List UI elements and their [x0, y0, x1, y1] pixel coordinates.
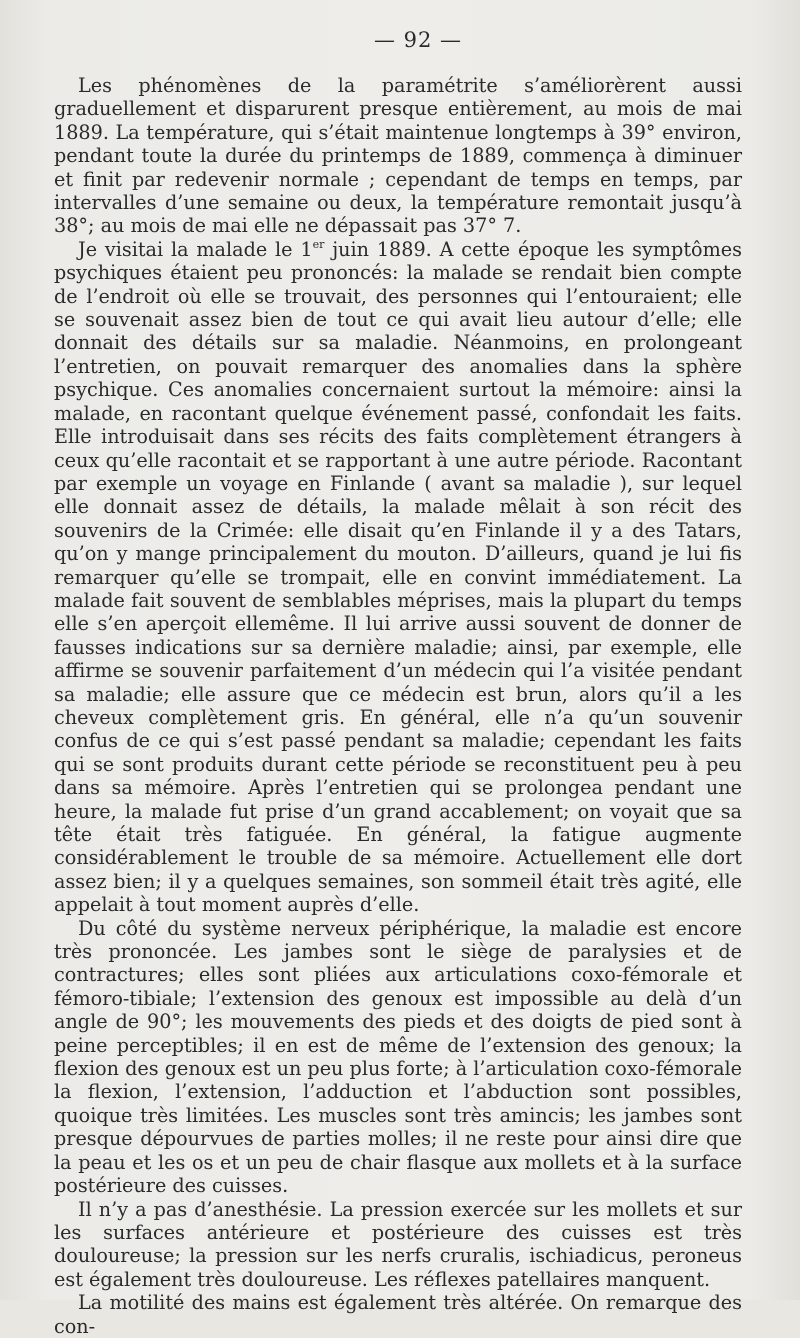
- paragraph-2: [54, 238, 742, 917]
- paragraph-2-rest: juin 1889. A cette époque les symptômes psychiques étaient peu prononcés: la malade se rendait bien compte de l’endroit où elle se trouvait, des personnes qui l’entouraient; elle se souvenait assez bien de tout ce qui avait lieu autour d’elle; elle donnait des détails sur sa maladie. Néanmoins, en prolongeant l’entretien, on pouvait remarquer des anomalies dans la sphère psychique. Ces anomalies concernaient surtout la mémoire: ainsi la malade, en racontant quelque événement passé, confondait les faits. Elle introduisait dans ses récits des faits complètement étrangers à ceux qu’elle racontait et se rapportant à une autre période. Racontant par exemple un voyage en Finlande ( avant sa maladie ), sur lequel elle donnait assez de détails, la malade mêlait à son récit des souvenirs de la Crimée: elle disait qu’en Finlande il y a des Tatars, qu’on y mange principalement du mouton. D’ailleurs, quand je lui fis remarquer qu’elle se trompait, elle en convint immédiatement. La malade fait souvent de semblables méprises, mais la plupart du temps elle s’en aperçoit ellemême. Il lui arrive aussi souvent de donner de fausses indications sur sa dernière maladie; ainsi, par exemple, elle affirme se souvenir parfaitement d’un médecin qui l’a visitée pendant sa maladie; elle assure que ce médecin est brun, alors qu’il a les cheveux complètement gris. En général, elle n’a qu’un souvenir confus de ce qui s’est passé pendant sa maladie; cependant les faits qui se sont produits durant cette période se reconstituent peu à peu dans sa mémoire. Après l’entretien qui se prolongea pendant une heure, la malade fut prise d’un grand accablement; on voyait que sa tête était très fatiguée. En général, la fatigue augmente considérablement le trouble de sa mémoire. Actuellement elle dort assez bien; il y a quelques semaines, son sommeil était très agité, elle appelait à tout moment auprès d’elle.: [54, 237, 742, 917]
- paragraph-2-start: Je visitai la malade le 1: [78, 237, 313, 261]
- ordinal-superscript: er: [312, 237, 325, 251]
- paragraph-1: Les phénomènes de la paramétrite s’améliorèrent aussi graduellement et disparurent presque entièrement, au mois de mai 1889. La température, qui s’était maintenue longtemps à 39° environ, pendant toute la durée du printemps de 1889, commença à diminuer et finit par redevenir normale ; cependant de temps en temps, par intervalles d’une semaine ou deux, la température remontait jusqu’à 38°; au mois de mai elle ne dépassait pas 37° 7.: [54, 74, 742, 238]
- paragraph-4: Il n’y a pas d’anesthésie. La pression exercée sur les mollets et sur les surfaces antérieure et postérieure des cuisses est très douloureuse; la pression sur les nerfs cruralis, ischiadicus, peroneus est également très douloureuse. Les réflexes patellaires manquent.: [54, 1197, 742, 1291]
- paragraph-5: La motilité des mains est également très altérée. On remarque des con-: [54, 1291, 742, 1338]
- body-text: [54, 74, 742, 1338]
- paragraph-3: Du côté du système nerveux périphérique, la maladie est encore très prononcée. Les jambes sont le siège de paralysies et de contractures; elles sont pliées aux articulations coxo-fémorale et fémoro-tibiale; l’extension des genoux est impossible au delà d’un angle de 90°; les mouvements des pieds et des doigts de pied sont à peine perceptibles; il en est de même de l’extension des genoux; la flexion des genoux est un peu plus forte; à l’articulation coxo-fémorale la flexion, l’extension, l’adduction et l’abduction sont possibles, quoique très limitées. Les muscles sont très amincis; les jambes sont presque dépourvues de parties molles; il ne reste pour ainsi dire que la peau et les os et un peu de chair flasque aux mollets et à la surface postérieure des cuisses.: [54, 916, 742, 1198]
- page-number: — 92 —: [373, 28, 463, 52]
